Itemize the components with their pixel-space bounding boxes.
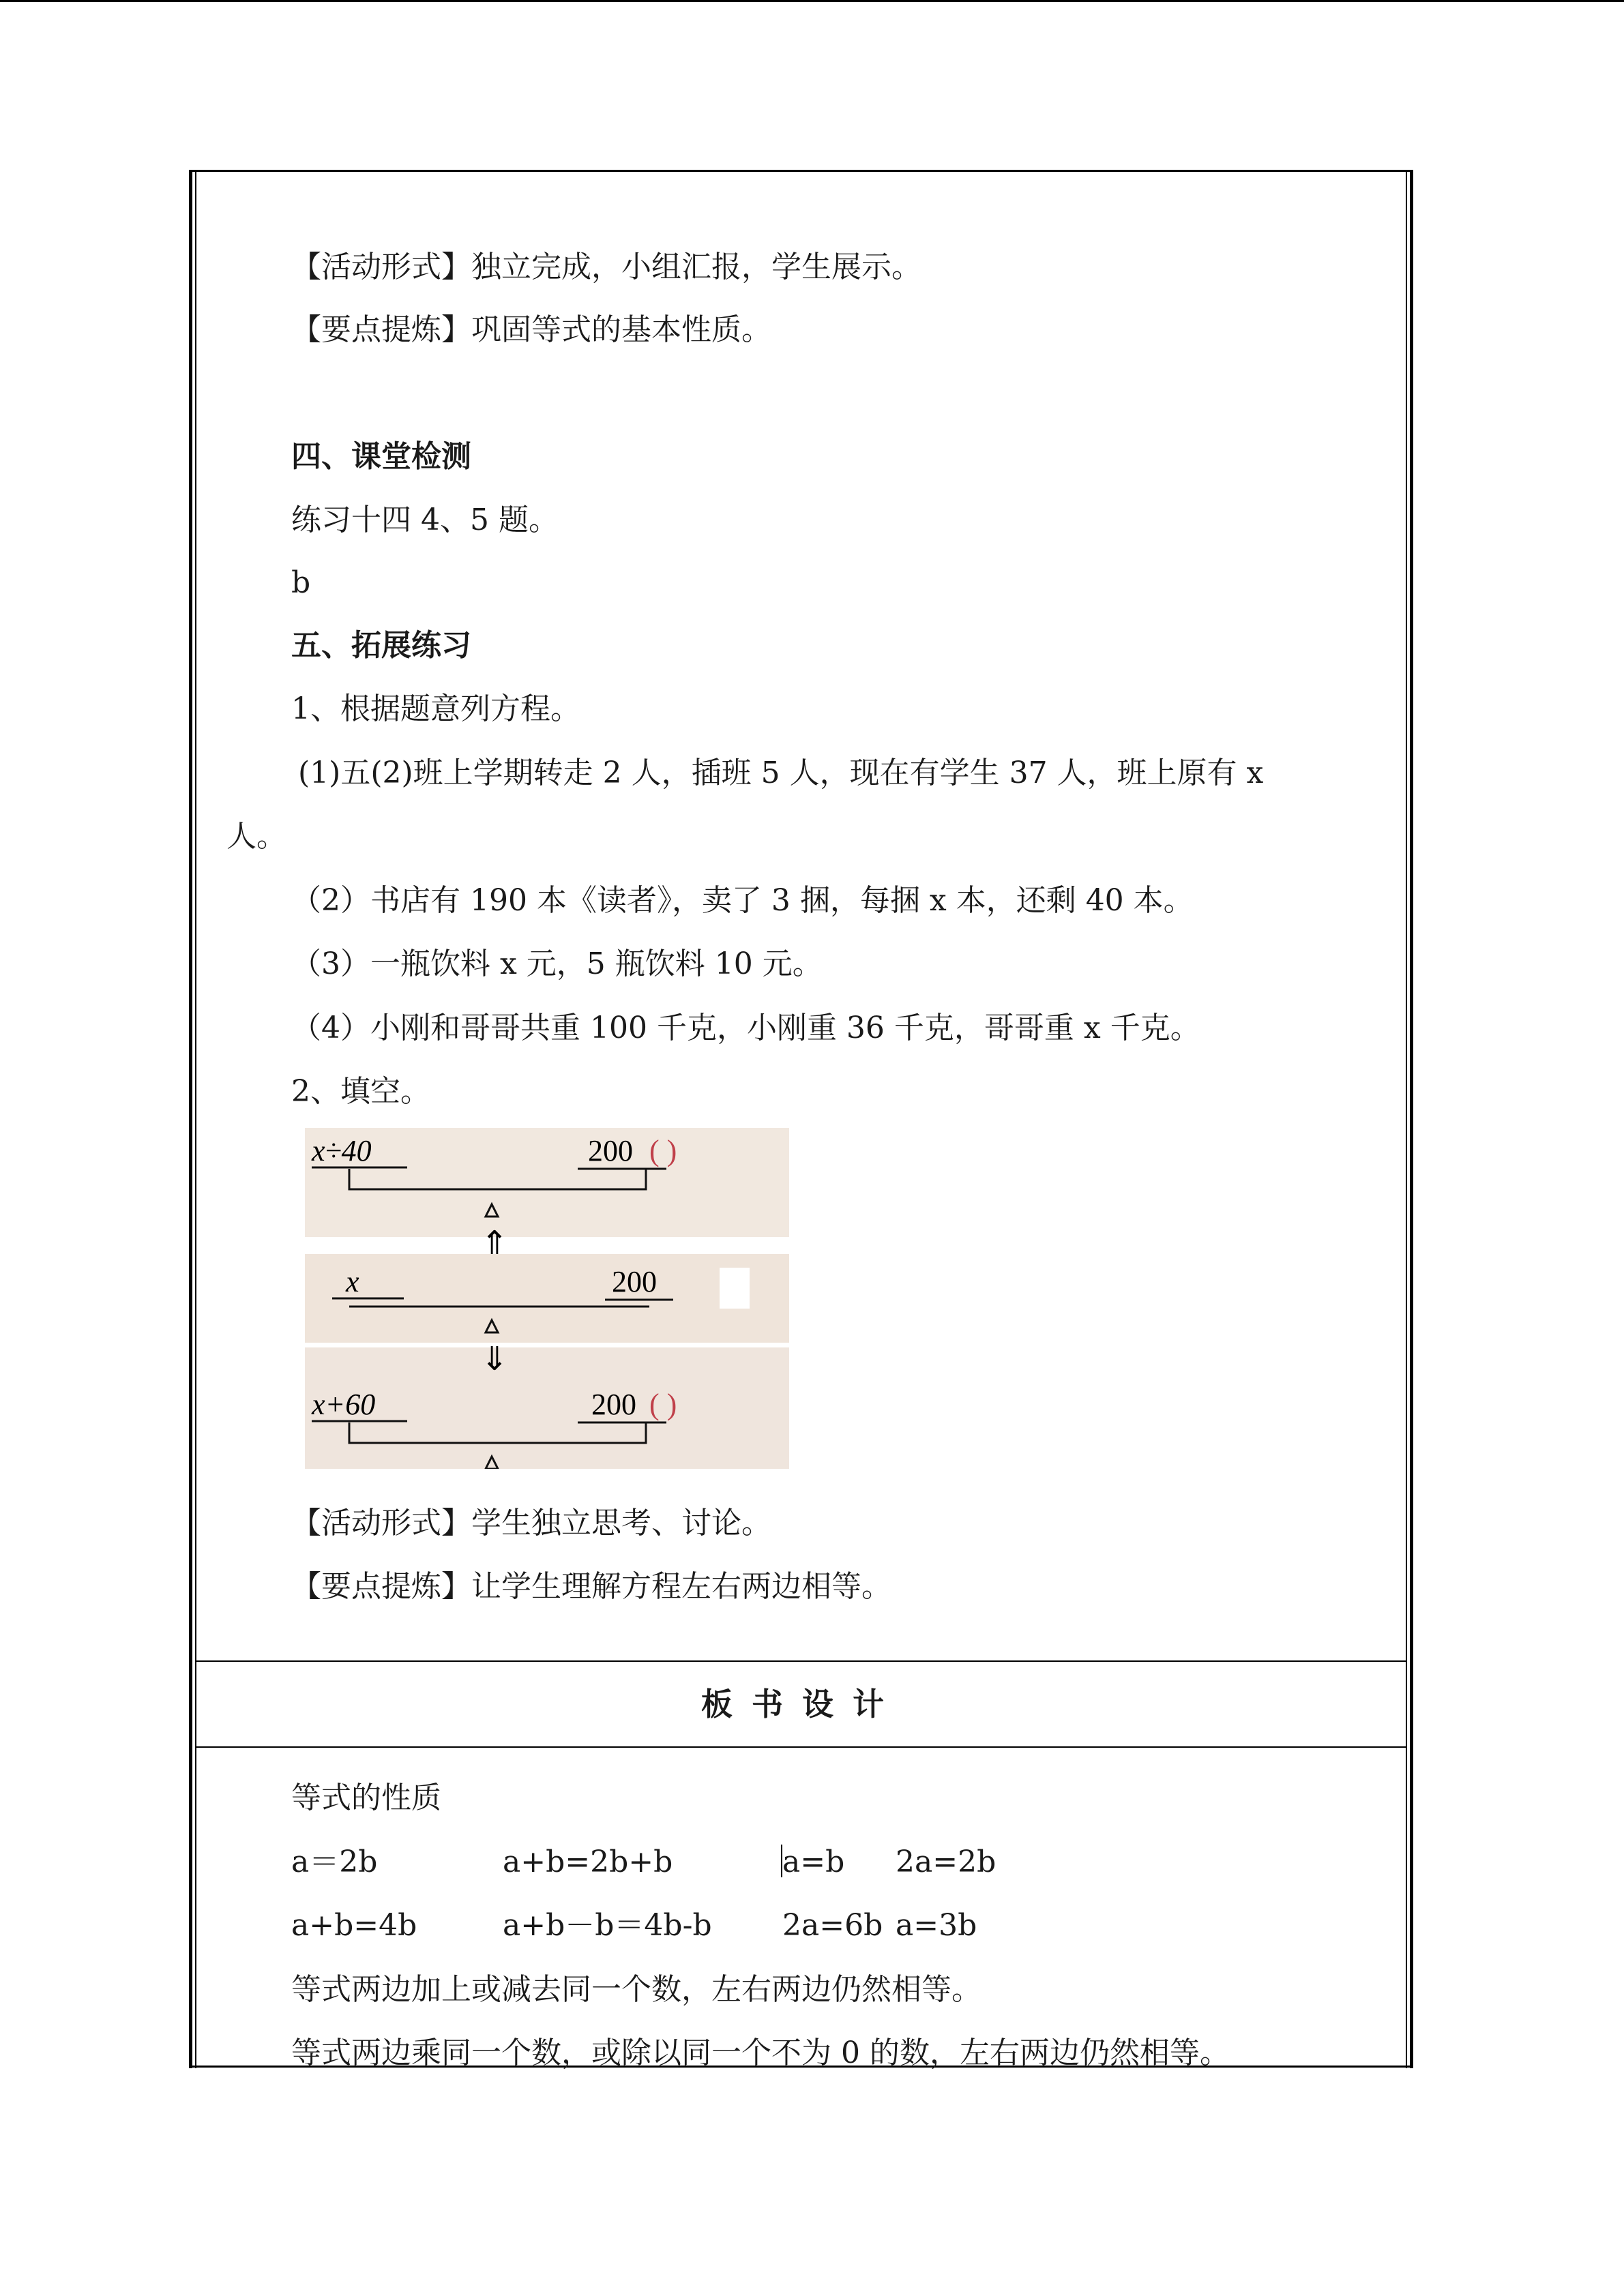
equation-item: a+b=4b [291, 1908, 417, 1943]
key-point-line: 【要点提炼】巩固等式的基本性质。 [291, 312, 771, 347]
question-item: （3）一瓶饮料 x 元，5 瓶饮料 10 元。 [291, 946, 823, 981]
table-left-border-outer [189, 170, 192, 2068]
equation-item: a+b－b＝4b-b [503, 1908, 712, 1943]
equation-item: 2a=2b [896, 1845, 996, 1879]
question-item-continued: 人。 [226, 819, 286, 854]
equation-item: a+b=2b+b [503, 1845, 673, 1879]
paragraph: b [291, 565, 311, 600]
balance-scale-figure [305, 1128, 789, 1469]
row2-left-expression: x [346, 1265, 359, 1298]
equation-item: a=3b [896, 1908, 977, 1943]
question-item: (1)五(2)班上学期转走 2 人，插班 5 人，现在有学生 37 人，班上原有 x [298, 756, 1264, 790]
paragraph: 练习十四 4、5 题。 [291, 503, 559, 537]
row1-left-expression: x÷40 [312, 1134, 372, 1167]
section-heading: 五、拓展练习 [291, 628, 471, 663]
board-header-top-rule [196, 1660, 1406, 1662]
board-header-bottom-rule [196, 1746, 1406, 1748]
question-item: （4）小刚和哥哥共重 100 千克，小刚重 36 千克，哥哥重 x 千克。 [291, 1011, 1200, 1045]
board-subtitle: 等式的性质 [291, 1780, 441, 1815]
question-item: （2）书店有 190 本《读者》，卖了 3 捆，每捆 x 本，还剩 40 本。 [291, 883, 1194, 918]
table-right-border-outer [1410, 170, 1413, 2068]
row1-right-value: 200 [588, 1134, 633, 1167]
row3-blank-parentheses: ( ) [649, 1388, 677, 1421]
section-heading: 四、课堂检测 [291, 439, 471, 474]
equation-item: a=b [782, 1845, 845, 1879]
figure-panel-top [305, 1128, 789, 1237]
answer-blank [720, 1268, 750, 1309]
page-top-rule [0, 0, 1624, 2]
question-title: 2、填空。 [291, 1074, 430, 1109]
row3-right-value: 200 [591, 1388, 636, 1421]
question-title: 1、根据题意列方程。 [291, 691, 580, 726]
activity-form-line: 【活动形式】学生独立思考、讨论。 [291, 1506, 771, 1540]
row3-left-expression: x+60 [312, 1388, 376, 1421]
equation-item: 2a=6b [782, 1908, 883, 1943]
key-point-line: 【要点提炼】让学生理解方程左右两边相等。 [291, 1569, 891, 1604]
equation-item: a＝2b [291, 1845, 378, 1879]
arrow-up-icon: ⇑ [481, 1224, 509, 1262]
table-right-border-inner [1406, 170, 1407, 2068]
row1-blank-parentheses: ( ) [649, 1134, 677, 1167]
property-rule: 等式两边乘同一个数，或除以同一个不为 0 的数，左右两边仍然相等。 [291, 2036, 1230, 2070]
lesson-table [189, 170, 1415, 2068]
activity-form-line: 【活动形式】独立完成，小组汇报，学生展示。 [291, 250, 921, 284]
table-left-border-inner [195, 170, 196, 2068]
row2-right-value: 200 [612, 1265, 657, 1298]
board-design-title: 板书设计 [701, 1686, 903, 1723]
figure-panel-bottom [305, 1347, 789, 1469]
table-top-border [189, 170, 1413, 172]
property-rule: 等式两边加上或减去同一个数，左右两边仍然相等。 [291, 1972, 981, 2007]
arrow-down-icon: ⇓ [481, 1340, 509, 1378]
